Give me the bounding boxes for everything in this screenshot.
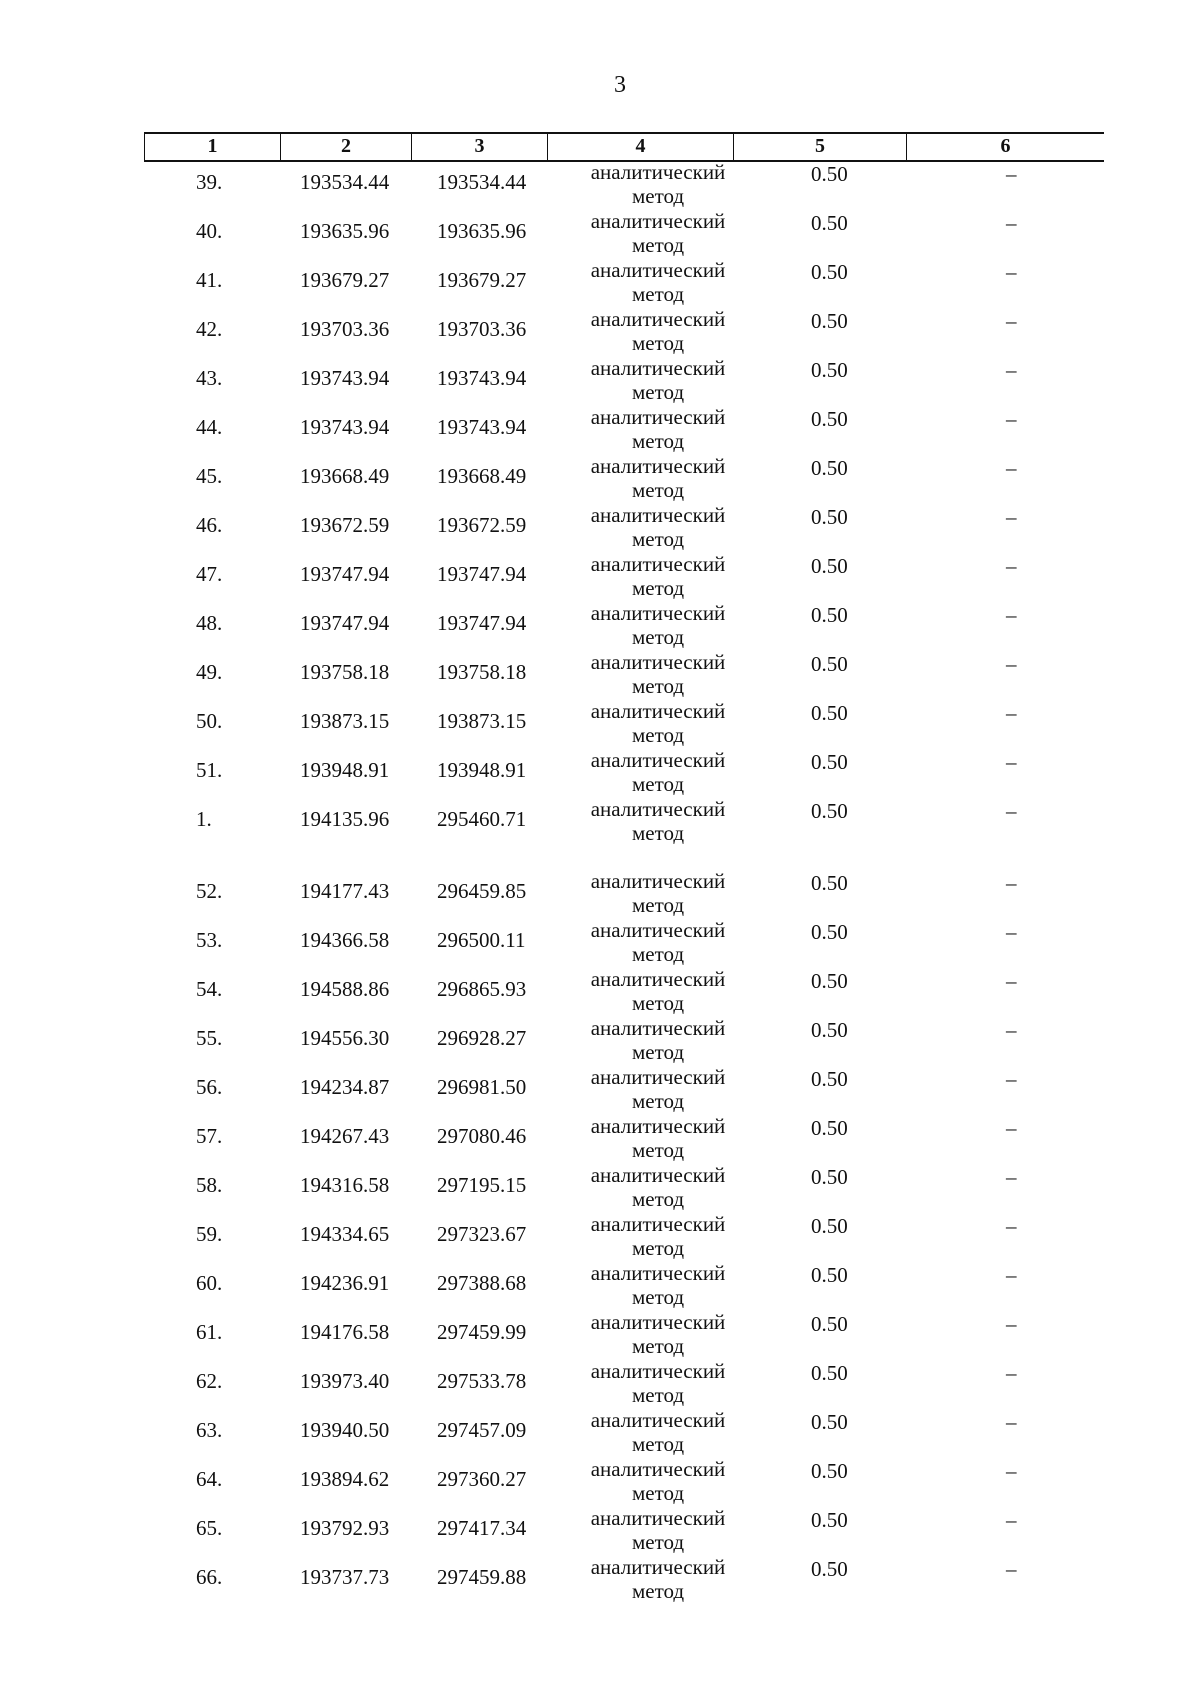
note-dash: –	[1006, 1312, 1017, 1336]
method-cell	[578, 356, 738, 404]
accuracy-value: 0.50	[811, 603, 848, 627]
coordinate-y: 297360.27	[437, 1467, 527, 1491]
point-number: 60.	[196, 1271, 223, 1295]
point-number: 66.	[196, 1565, 223, 1589]
note-dash: –	[1006, 969, 1017, 993]
coordinate-y: 193948.91	[437, 758, 527, 782]
method-line-1: аналитический	[590, 405, 726, 429]
method-line-2: метод	[631, 380, 685, 404]
point-number: 48.	[196, 611, 223, 635]
method-cell	[578, 1163, 738, 1211]
coordinate-x: 193747.94	[300, 562, 390, 586]
method-line-1: аналитический	[590, 1359, 726, 1383]
method-cell	[578, 1457, 738, 1505]
method-line-2: метод	[631, 1432, 685, 1456]
method-line-1: аналитический	[590, 209, 726, 233]
accuracy-value: 0.50	[811, 1557, 848, 1581]
note-dash: –	[1006, 652, 1017, 676]
note-dash: –	[1006, 211, 1017, 235]
coordinate-y: 297388.68	[437, 1271, 527, 1295]
coordinate-y: 296459.85	[437, 879, 527, 903]
coordinate-x: 193703.36	[300, 317, 390, 341]
method-cell	[578, 650, 738, 698]
coordinate-y: 193534.44	[437, 170, 527, 194]
page-number: 3	[614, 72, 626, 98]
table-row	[144, 1506, 1104, 1555]
table-row	[144, 1212, 1104, 1261]
coordinate-y: 193747.94	[437, 562, 527, 586]
coordinate-y: 297323.67	[437, 1222, 527, 1246]
point-number: 65.	[196, 1516, 223, 1540]
coordinate-x: 193940.50	[300, 1418, 390, 1442]
coordinate-x: 194334.65	[300, 1222, 390, 1246]
table-row	[144, 1065, 1104, 1114]
coordinate-x: 194316.58	[300, 1173, 390, 1197]
coordinate-x: 194267.43	[300, 1124, 390, 1148]
note-dash: –	[1006, 1165, 1017, 1189]
note-dash: –	[1006, 554, 1017, 578]
method-cell	[578, 454, 738, 502]
note-dash: –	[1006, 407, 1017, 431]
coordinate-x: 193873.15	[300, 709, 390, 733]
method-cell	[578, 503, 738, 551]
accuracy-value: 0.50	[811, 1459, 848, 1483]
method-cell	[578, 797, 738, 845]
table-row	[144, 748, 1104, 797]
point-number: 51.	[196, 758, 223, 782]
method-line-2: метод	[631, 1530, 685, 1554]
note-dash: –	[1006, 1410, 1017, 1434]
coordinate-x: 193737.73	[300, 1565, 390, 1589]
method-line-1: аналитический	[590, 748, 726, 772]
coordinate-x: 194135.96	[300, 807, 390, 831]
method-line-2: метод	[631, 1138, 685, 1162]
table-row	[144, 258, 1104, 307]
method-cell	[578, 1310, 738, 1358]
method-line-1: аналитический	[590, 918, 726, 942]
method-line-1: аналитический	[590, 1506, 726, 1530]
coordinate-y: 193747.94	[437, 611, 527, 635]
method-line-2: метод	[631, 478, 685, 502]
method-line-1: аналитический	[590, 797, 726, 821]
method-line-1: аналитический	[590, 307, 726, 331]
method-cell	[578, 1114, 738, 1162]
coordinate-x: 193743.94	[300, 366, 390, 390]
method-cell	[578, 552, 738, 600]
accuracy-value: 0.50	[811, 652, 848, 676]
method-cell	[578, 967, 738, 1015]
method-line-2: метод	[631, 772, 685, 796]
method-line-1: аналитический	[590, 503, 726, 527]
method-line-2: метод	[631, 625, 685, 649]
coordinate-x: 193758.18	[300, 660, 390, 684]
method-line-1: аналитический	[590, 601, 726, 625]
method-line-1: аналитический	[590, 650, 726, 674]
column-header-2: 2	[281, 133, 412, 160]
method-line-1: аналитический	[590, 454, 726, 478]
note-dash: –	[1006, 1067, 1017, 1091]
table-header-row	[144, 133, 1104, 160]
coordinate-x: 193668.49	[300, 464, 390, 488]
method-line-1: аналитический	[590, 1261, 726, 1285]
coordinate-y: 297533.78	[437, 1369, 527, 1393]
table-row	[144, 1457, 1104, 1506]
accuracy-value: 0.50	[811, 554, 848, 578]
accuracy-value: 0.50	[811, 871, 848, 895]
point-number: 55.	[196, 1026, 223, 1050]
method-line-2: метод	[631, 674, 685, 698]
coordinate-x: 193635.96	[300, 219, 390, 243]
method-cell	[578, 258, 738, 306]
note-dash: –	[1006, 750, 1017, 774]
coordinate-y: 297080.46	[437, 1124, 527, 1148]
method-cell	[578, 307, 738, 355]
accuracy-value: 0.50	[811, 1116, 848, 1140]
note-dash: –	[1006, 162, 1017, 186]
method-line-2: метод	[631, 1236, 685, 1260]
coordinate-y: 297457.09	[437, 1418, 527, 1442]
coordinate-x: 194556.30	[300, 1026, 390, 1050]
method-cell	[578, 1408, 738, 1456]
accuracy-value: 0.50	[811, 1165, 848, 1189]
method-line-1: аналитический	[590, 1163, 726, 1187]
coordinate-y: 193873.15	[437, 709, 527, 733]
point-number: 63.	[196, 1418, 223, 1442]
method-line-1: аналитический	[590, 1310, 726, 1334]
table-row	[144, 552, 1104, 601]
table-row	[144, 209, 1104, 258]
coordinate-y: 193743.94	[437, 366, 527, 390]
table-row	[144, 1555, 1104, 1604]
point-number: 40.	[196, 219, 223, 243]
table-row	[144, 1114, 1104, 1163]
note-dash: –	[1006, 456, 1017, 480]
table-row	[144, 454, 1104, 503]
method-line-1: аналитический	[590, 258, 726, 282]
point-number: 49.	[196, 660, 223, 684]
method-line-1: аналитический	[590, 1065, 726, 1089]
coordinate-y: 193743.94	[437, 415, 527, 439]
method-line-1: аналитический	[590, 552, 726, 576]
method-line-2: метод	[631, 821, 685, 845]
point-number: 44.	[196, 415, 223, 439]
point-number: 1.	[196, 807, 212, 831]
method-line-2: метод	[631, 893, 685, 917]
table-row	[144, 307, 1104, 356]
note-dash: –	[1006, 309, 1017, 333]
coordinate-x: 193747.94	[300, 611, 390, 635]
method-line-1: аналитический	[590, 1114, 726, 1138]
column-header-1: 1	[144, 133, 281, 160]
coordinate-y: 193668.49	[437, 464, 527, 488]
note-dash: –	[1006, 1214, 1017, 1238]
method-line-1: аналитический	[590, 699, 726, 723]
note-dash: –	[1006, 1508, 1017, 1532]
method-line-2: метод	[631, 1187, 685, 1211]
column-header-6: 6	[1000, 135, 1011, 157]
point-number: 42.	[196, 317, 223, 341]
method-line-1: аналитический	[590, 356, 726, 380]
coordinate-y: 296500.11	[437, 928, 526, 952]
point-number: 53.	[196, 928, 223, 952]
table-row	[144, 601, 1104, 650]
accuracy-value: 0.50	[811, 1067, 848, 1091]
coordinate-y: 193758.18	[437, 660, 527, 684]
method-line-1: аналитический	[590, 1016, 726, 1040]
coordinate-x: 193672.59	[300, 513, 390, 537]
note-dash: –	[1006, 260, 1017, 284]
method-line-1: аналитический	[590, 1212, 726, 1236]
method-line-2: метод	[631, 1383, 685, 1407]
table-row	[144, 869, 1104, 918]
method-line-2: метод	[631, 1040, 685, 1064]
coordinate-y: 193703.36	[437, 317, 527, 341]
table-row	[144, 1359, 1104, 1408]
method-line-2: метод	[631, 184, 685, 208]
accuracy-value: 0.50	[811, 799, 848, 823]
method-cell	[578, 1016, 738, 1064]
accuracy-value: 0.50	[811, 358, 848, 382]
coordinate-x: 193743.94	[300, 415, 390, 439]
point-number: 61.	[196, 1320, 223, 1344]
method-cell	[578, 405, 738, 453]
table-row	[144, 160, 1104, 209]
method-cell	[578, 1212, 738, 1260]
coordinate-x: 193534.44	[300, 170, 390, 194]
table-row	[144, 1016, 1104, 1065]
method-cell	[578, 160, 738, 208]
coordinate-x: 194177.43	[300, 879, 390, 903]
accuracy-value: 0.50	[811, 1410, 848, 1434]
coordinate-x: 194236.91	[300, 1271, 390, 1295]
note-dash: –	[1006, 1018, 1017, 1042]
note-dash: –	[1006, 799, 1017, 823]
coordinate-x: 193679.27	[300, 268, 390, 292]
method-line-2: метод	[631, 1579, 685, 1603]
note-dash: –	[1006, 701, 1017, 725]
table-row	[144, 699, 1104, 748]
method-cell	[578, 699, 738, 747]
method-line-2: метод	[631, 1089, 685, 1113]
point-number: 50.	[196, 709, 223, 733]
note-dash: –	[1006, 920, 1017, 944]
table-row	[144, 1163, 1104, 1212]
method-cell	[578, 1506, 738, 1554]
note-dash: –	[1006, 505, 1017, 529]
point-number: 47.	[196, 562, 223, 586]
accuracy-value: 0.50	[811, 1508, 848, 1532]
coordinate-y: 297459.88	[437, 1565, 527, 1589]
table-row	[144, 967, 1104, 1016]
coordinate-x: 194176.58	[300, 1320, 390, 1344]
method-line-1: аналитический	[590, 1555, 726, 1579]
coordinate-x: 194588.86	[300, 977, 390, 1001]
point-number: 57.	[196, 1124, 223, 1148]
accuracy-value: 0.50	[811, 1214, 848, 1238]
coordinate-y: 296865.93	[437, 977, 527, 1001]
table-row	[144, 1261, 1104, 1310]
accuracy-value: 0.50	[811, 456, 848, 480]
method-line-2: метод	[631, 331, 685, 355]
note-dash: –	[1006, 358, 1017, 382]
point-number: 43.	[196, 366, 223, 390]
point-number: 64.	[196, 1467, 223, 1491]
method-cell	[578, 1359, 738, 1407]
note-dash: –	[1006, 1459, 1017, 1483]
accuracy-value: 0.50	[811, 1263, 848, 1287]
method-line-2: метод	[631, 233, 685, 257]
accuracy-value: 0.50	[811, 1018, 848, 1042]
coordinate-y: 297195.15	[437, 1173, 527, 1197]
method-line-2: метод	[631, 527, 685, 551]
accuracy-value: 0.50	[811, 162, 848, 186]
method-line-2: метод	[631, 723, 685, 747]
method-line-2: метод	[631, 1334, 685, 1358]
point-number: 39.	[196, 170, 223, 194]
coordinate-x: 194234.87	[300, 1075, 390, 1099]
accuracy-value: 0.50	[811, 969, 848, 993]
accuracy-value: 0.50	[811, 1312, 848, 1336]
method-cell	[578, 869, 738, 917]
table-row	[144, 503, 1104, 552]
method-line-1: аналитический	[590, 967, 726, 991]
point-number: 45.	[196, 464, 223, 488]
coordinate-y: 193635.96	[437, 219, 527, 243]
accuracy-value: 0.50	[811, 505, 848, 529]
method-cell	[578, 1065, 738, 1113]
table-row	[144, 797, 1104, 869]
method-line-2: метод	[631, 1481, 685, 1505]
method-cell	[578, 748, 738, 796]
point-number: 62.	[196, 1369, 223, 1393]
coordinate-y: 297417.34	[437, 1516, 527, 1540]
accuracy-value: 0.50	[811, 260, 848, 284]
method-line-1: аналитический	[590, 160, 726, 184]
coordinate-x: 193894.62	[300, 1467, 390, 1491]
method-cell	[578, 209, 738, 257]
method-cell	[578, 1261, 738, 1309]
accuracy-value: 0.50	[811, 1361, 848, 1385]
column-header-5: 5	[734, 133, 907, 160]
note-dash: –	[1006, 1116, 1017, 1140]
coordinate-y: 193679.27	[437, 268, 527, 292]
method-line-2: метод	[631, 282, 685, 306]
point-number: 41.	[196, 268, 223, 292]
point-number: 58.	[196, 1173, 223, 1197]
point-number: 46.	[196, 513, 223, 537]
column-header-4: 4	[548, 133, 734, 160]
method-line-2: метод	[631, 429, 685, 453]
table-row	[144, 356, 1104, 405]
note-dash: –	[1006, 603, 1017, 627]
column-header-3: 3	[412, 133, 548, 160]
point-number: 59.	[196, 1222, 223, 1246]
coordinate-y: 296981.50	[437, 1075, 527, 1099]
note-dash: –	[1006, 1361, 1017, 1385]
table-row	[144, 650, 1104, 699]
table-body	[144, 160, 1104, 1604]
method-line-2: метод	[631, 942, 685, 966]
note-dash: –	[1006, 871, 1017, 895]
method-line-1: аналитический	[590, 1408, 726, 1432]
accuracy-value: 0.50	[811, 750, 848, 774]
coordinate-x: 194366.58	[300, 928, 390, 952]
point-number: 52.	[196, 879, 223, 903]
method-line-1: аналитический	[590, 1457, 726, 1481]
note-dash: –	[1006, 1557, 1017, 1581]
table-row	[144, 405, 1104, 454]
coordinate-y: 295460.71	[437, 807, 527, 831]
table-row	[144, 918, 1104, 967]
coordinate-x: 193948.91	[300, 758, 390, 782]
coordinate-x: 193973.40	[300, 1369, 390, 1393]
method-cell	[578, 1555, 738, 1603]
table-row	[144, 1310, 1104, 1359]
coordinate-y: 297459.99	[437, 1320, 527, 1344]
table-row	[144, 1408, 1104, 1457]
method-cell	[578, 918, 738, 966]
point-number: 54.	[196, 977, 223, 1001]
accuracy-value: 0.50	[811, 701, 848, 725]
method-line-2: метод	[631, 991, 685, 1015]
accuracy-value: 0.50	[811, 309, 848, 333]
method-line-2: метод	[631, 1285, 685, 1309]
coordinate-y: 296928.27	[437, 1026, 527, 1050]
coordinate-y: 193672.59	[437, 513, 527, 537]
note-dash: –	[1006, 1263, 1017, 1287]
method-line-2: метод	[631, 576, 685, 600]
coordinate-x: 193792.93	[300, 1516, 390, 1540]
method-line-1: аналитический	[590, 869, 726, 893]
accuracy-value: 0.50	[811, 211, 848, 235]
accuracy-value: 0.50	[811, 407, 848, 431]
method-cell	[578, 601, 738, 649]
accuracy-value: 0.50	[811, 920, 848, 944]
point-number: 56.	[196, 1075, 223, 1099]
